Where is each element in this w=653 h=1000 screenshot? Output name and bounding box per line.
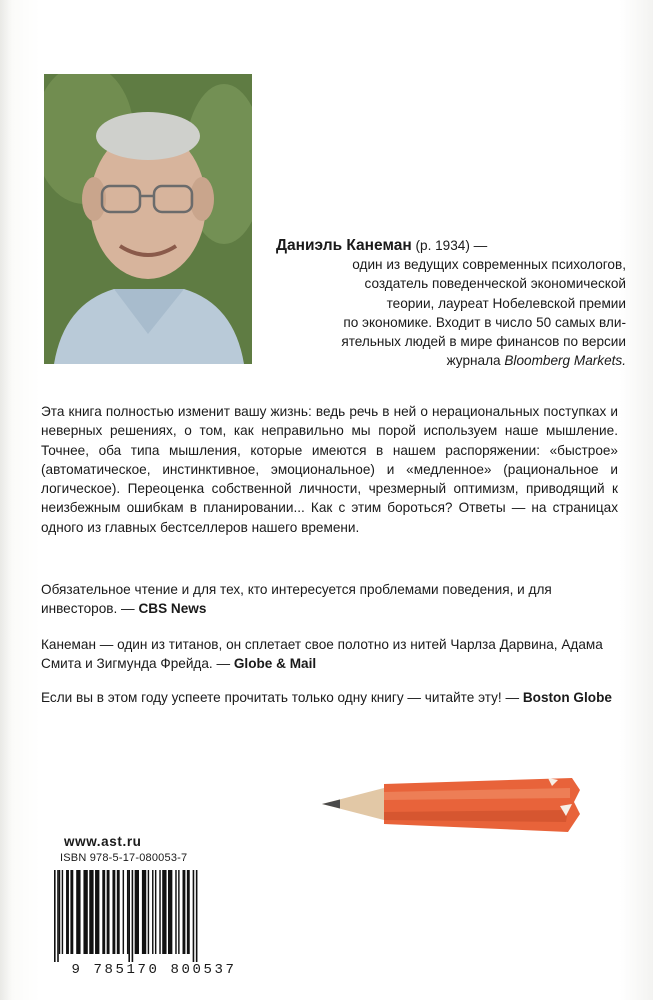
barcode-bar <box>123 870 124 954</box>
review-quote: Обязательное чтение и для тех, кто интересуется проблемами поведения, и для инвесторов. — CBS News <box>41 582 552 617</box>
review-quote: Канеман — один из титанов, он сплетает свое полотно из нитей Чарлза Дарвина, Адама Смита и Зигмунда Фрейда. — Globe & Mail <box>41 637 603 672</box>
author-bio <box>276 236 626 370</box>
author-bio-line: один из ведущих современных психологов, <box>352 257 626 273</box>
review-quote: Если вы в этом году успеете прочитать только одну книгу — читайте эту! — Boston Globe <box>41 690 612 705</box>
author-name: Даниэль Канеман <box>276 237 412 254</box>
pencil-stub-icon <box>322 776 584 836</box>
barcode-bar <box>70 870 73 954</box>
barcode-bar <box>66 870 69 954</box>
barcode-bar <box>152 870 153 954</box>
book-description: Эта книга полностью изменит вашу жизнь: ведь речь в ней о нерациональных поступках и неверных решениях, о том, как неправильно мы порой используем наше мышление. Точнее, оба типа мышления, которые имеются в нашем распоряжении: «быстрое» (автоматическое, инстинктивное, эмоциональное) и «медленное» (рациональное и логическое). Переоценка собственной личности, чрезмерный оптимизм, приводящий к неизбежным ошибкам в планировании... Как с этим бороться? Ответы — на страницах одного из главных бестселлеров нашего времени. <box>41 404 618 535</box>
publisher-url: www.ast.ru <box>64 834 142 849</box>
barcode-bar <box>183 870 186 954</box>
barcode-bar <box>57 870 59 962</box>
barcode-bar <box>83 870 87 954</box>
barcode-number: 9 785170 800537 <box>71 962 237 978</box>
barcode-bar <box>112 870 115 954</box>
barcode-bar <box>89 870 93 954</box>
review-source: Globe & Mail <box>233 656 317 672</box>
barcode-bar <box>62 870 63 954</box>
barcode-bar <box>196 870 198 962</box>
author-years: (р. 1934) — <box>411 238 488 253</box>
barcode-bar <box>59 870 60 954</box>
isbn: ISBN 978-5-17-080053-7 <box>60 852 188 864</box>
barcode-bar <box>128 870 130 962</box>
barcode-bar <box>168 870 172 954</box>
review-source: Boston Globe <box>522 690 612 705</box>
barcode-bar <box>193 870 195 962</box>
author-bio-line: создатель поведенческой экономической <box>364 276 626 292</box>
barcode-bar <box>132 870 134 962</box>
author-bio-line: по экономике. Входит в число 50 самых вли- <box>343 314 626 330</box>
barcode-bar <box>135 870 139 954</box>
barcode-bar <box>148 870 149 954</box>
barcode-bar <box>127 870 128 954</box>
review-source: CBS News <box>138 601 207 617</box>
magazine-name: Bloomberg Markets. <box>504 353 626 369</box>
barcode-bar <box>117 870 120 954</box>
author-bio-line: ятельных людей в мире финансов по версии <box>341 334 626 350</box>
barcode-bar <box>159 870 160 954</box>
author-bio-line-last: журнала Bloomberg Markets. <box>446 353 626 369</box>
barcode-bar <box>175 870 176 954</box>
barcode-bar <box>162 870 166 954</box>
barcode-bar <box>95 870 99 954</box>
barcode-bar <box>107 870 110 954</box>
barcode-bar <box>155 870 156 954</box>
author-photo <box>44 74 252 364</box>
barcode-bars <box>38 866 270 962</box>
barcode-bar <box>187 870 190 954</box>
barcode-bar <box>54 870 56 962</box>
barcode-bar <box>178 870 179 954</box>
author-bio-line: теории, лауреат Нобелевской премии <box>386 295 626 311</box>
barcode-bar <box>76 870 80 954</box>
barcode-bar <box>102 870 105 954</box>
barcode-bar <box>142 870 146 954</box>
